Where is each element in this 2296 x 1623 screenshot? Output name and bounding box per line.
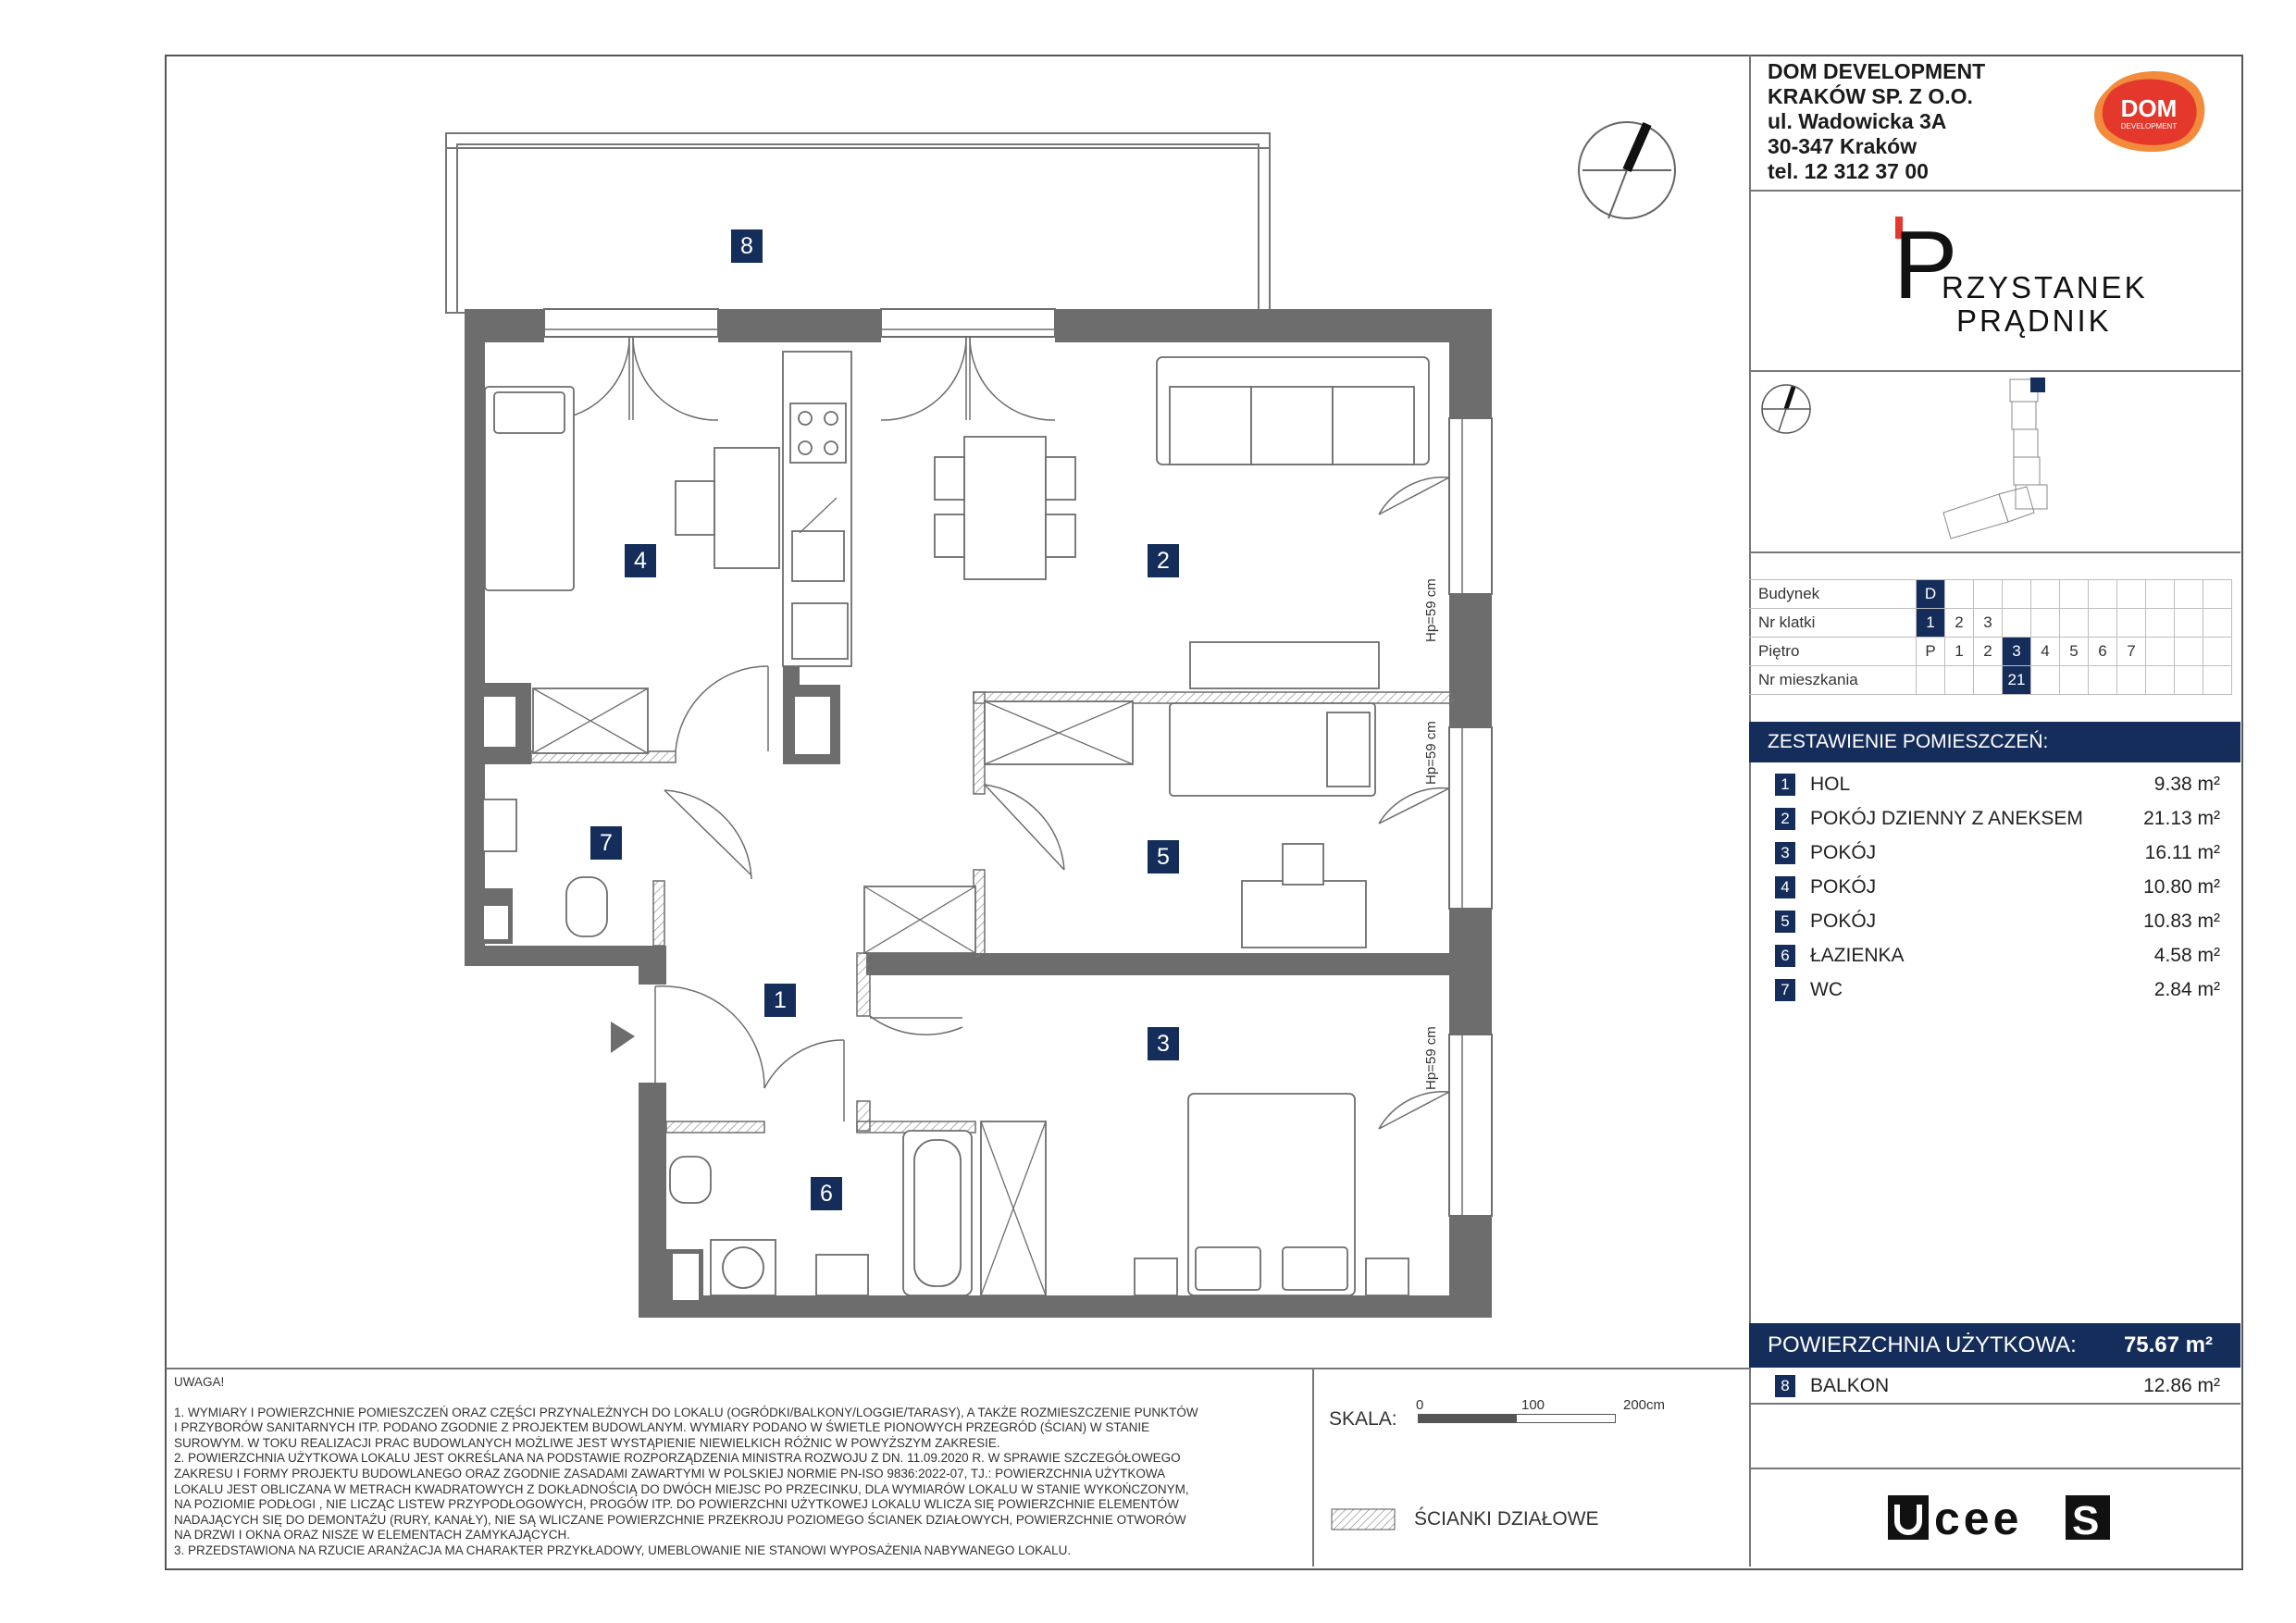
furniture xyxy=(483,352,1429,1295)
dining-table xyxy=(964,437,1046,579)
location-grid-cell xyxy=(2203,609,2232,638)
total-area xyxy=(1749,1323,2240,1368)
room-area: 2.84 m² xyxy=(2153,979,2220,1000)
location-grid-cell xyxy=(2089,580,2117,609)
note-line: 3. PRZEDSTAWIONA NA RZUCIE ARANŻACJA MA CHARAKTER PRZYKŁADOWY, UMEBLOWANIE NIE STANOWI WYPOSAŻENIA NABYWANEGO LOKALU. xyxy=(174,1542,1072,1557)
balcony-area: 12.86 m² xyxy=(2143,1375,2220,1396)
room-tag-5: 5 xyxy=(1148,840,1179,873)
scale-divider xyxy=(1312,1368,1314,1567)
location-grid-cell xyxy=(1974,666,2003,695)
room-name: POKÓJ xyxy=(1810,842,1877,863)
location-grid-cell: D xyxy=(1917,580,1945,609)
room-tag-6: 6 xyxy=(811,1177,842,1210)
room-num: 2 xyxy=(1775,808,1795,830)
project-logo xyxy=(1888,212,2148,342)
notes-title: UWAGA! xyxy=(174,1375,225,1389)
scale-tick-200: 200cm xyxy=(1623,1397,1666,1413)
rooms-header: ZESTAWIENIE POMIESZCZEŃ: xyxy=(1749,722,2240,762)
ceiling-height-label-3: Hp=59 cm xyxy=(1423,1026,1439,1090)
location-grid-cell xyxy=(2003,609,2031,638)
room-row xyxy=(1749,802,2240,836)
company-name-1: DOM DEVELOPMENT xyxy=(1768,59,1986,83)
room-row xyxy=(1749,871,2240,905)
location-grid-cell xyxy=(2175,666,2203,695)
note-line: 1. WYMIARY I POWIERZCHNIE POMIESZCZEŃ ORAZ CZĘŚCI PRZYNALEŻNYCH DO LOKALU (OGRÓDKI/BALKONY/LOGGIE/TARASY), A TAKŻE ROZMIESZCZENIE PUNKTÓW xyxy=(174,1405,1198,1419)
room-area: 10.80 m² xyxy=(2143,876,2220,898)
location-grid-cell: 3 xyxy=(2003,638,2031,666)
company-phone: tel. 12 312 37 00 xyxy=(1768,159,1929,183)
right-sep-1 xyxy=(1749,190,2240,192)
location-grid-cell: 6 xyxy=(2089,638,2117,666)
dom-development-logo xyxy=(2090,70,2208,152)
scale-tick-100: 100 xyxy=(1521,1397,1545,1413)
note-line: ZAKRESU I FORMY PROJEKTU BUDOWLANEGO ORAZ ZGODNIE ZASADAMI ZAWARTYMI W POLSKIEJ NORMIE PN-ISO 9836:2022-07, TJ.: POWIERZCHNIA UŻYTKOWA xyxy=(174,1466,1166,1481)
location-grid-cell: 3 xyxy=(1974,609,2003,638)
company-street: ul. Wadowicka 3A xyxy=(1768,109,1947,133)
room-area: 4.58 m² xyxy=(2153,945,2220,966)
svg-text:S: S xyxy=(2072,1498,2100,1543)
room-area: 16.11 m² xyxy=(2144,842,2220,863)
desk-room4 xyxy=(714,448,779,568)
location-grid-cell xyxy=(2175,609,2203,638)
location-grid-cell xyxy=(2175,580,2203,609)
balcony-name: BALKON xyxy=(1810,1375,1890,1396)
room-name: ŁAZIENKA xyxy=(1810,945,1905,966)
location-grid-cell xyxy=(2089,666,2117,695)
toilet-wc xyxy=(566,877,607,936)
room-name: POKÓJ xyxy=(1810,911,1877,932)
location-grid-cell: 21 xyxy=(2003,666,2031,695)
room-num: 4 xyxy=(1775,876,1795,898)
location-grid-label: Nr mieszkania xyxy=(1749,666,1917,695)
ceiling-height-label-2: Hp=59 cm xyxy=(1423,721,1439,785)
room-row xyxy=(1749,836,2240,871)
location-grid-cell xyxy=(2060,609,2089,638)
location-grid-cell: 2 xyxy=(1974,638,2003,666)
note-line: 2. POWIERZCHNIA UŻYTKOWA LOKALU JEST OKREŚLANA NA PODSTAWIE ROZPORZĄDZENIA MINISTRA ROZWOJU Z DN. 11.09.2020 R. W SPRAWIE SZCZEGÓŁOWEGO xyxy=(174,1451,1181,1466)
project-logo-line2: PRĄDNIK xyxy=(1956,304,2112,338)
site-plan-thumbnail xyxy=(1934,374,2101,546)
location-grid-cell xyxy=(2146,609,2175,638)
total-area-label: POWIERZCHNIA UŻYTKOWA: xyxy=(1768,1332,2077,1357)
entrance-arrow-icon xyxy=(611,1022,635,1053)
room-area: 9.38 m² xyxy=(2153,774,2220,795)
location-grid-cell xyxy=(2146,638,2175,666)
location-grid-cell xyxy=(2060,666,2089,695)
notes xyxy=(174,1375,1285,1559)
location-grid xyxy=(1749,579,2232,695)
sink-wc xyxy=(483,799,516,851)
location-grid-cell: 4 xyxy=(2031,638,2060,666)
location-grid-cell xyxy=(2146,666,2175,695)
room-num: 3 xyxy=(1775,842,1795,864)
legend-label: ŚCIANKI DZIAŁOWE xyxy=(1414,1508,1599,1530)
compass-icon xyxy=(1579,122,1675,218)
location-grid-cell xyxy=(2146,580,2175,609)
room-tag-8: 8 xyxy=(731,229,763,263)
location-grid-label: Piętro xyxy=(1749,638,1917,666)
room-tag-7: 7 xyxy=(590,826,622,860)
scale-tick-0: 0 xyxy=(1416,1397,1424,1413)
location-grid-cell xyxy=(2031,580,2060,609)
site-compass-icon xyxy=(1758,381,1814,437)
location-grid-cell xyxy=(2089,609,2117,638)
desk-room5 xyxy=(1242,881,1366,948)
total-area-value: 75.67 m² xyxy=(2123,1332,2213,1357)
room-area: 21.13 m² xyxy=(2143,808,2220,829)
note-line: I PRZYBORÓW SANITARNYCH ITP. PODANO ZGODNIE Z PROJEKTEM BUDOWLANYM. WYMIARY PODANO W ŚWIETLE PIONOWYCH PRZEGRÓD (ŚCIAN) W STANIE xyxy=(174,1420,1150,1435)
location-grid-row xyxy=(1749,638,2232,666)
location-grid-cell xyxy=(1945,666,1974,695)
project-logo-initial: P xyxy=(1893,212,1958,319)
location-grid-cell: 1 xyxy=(1917,609,1945,638)
room-row xyxy=(1749,939,2240,973)
scale-label: SKALA: xyxy=(1329,1408,1397,1430)
location-grid-cell xyxy=(2203,666,2232,695)
location-grid-cell xyxy=(1974,580,2003,609)
balcony-row xyxy=(1749,1369,2240,1404)
partition-wall-swatch xyxy=(1331,1508,1396,1530)
location-grid-cell: P xyxy=(1917,638,1945,666)
location-grid-label: Budynek xyxy=(1749,580,1917,609)
location-grid-cell xyxy=(2060,580,2089,609)
balcony-outline xyxy=(446,133,1270,313)
note-line: SUROWYM. W TOKU REALIZACJI PRAC BUDOWLANYCH MOŻLIWE JEST WYSTĄPIENIE NIEWIELKICH RÓŻNIC W POWYŻSZYM ZAKRESIE. xyxy=(174,1435,1000,1450)
room-tag-2: 2 xyxy=(1148,544,1179,577)
ucees-logo xyxy=(1886,1492,2114,1543)
location-grid-cell xyxy=(2203,638,2232,666)
location-grid-cell xyxy=(2175,638,2203,666)
company-info xyxy=(1768,59,1985,184)
toilet-bath xyxy=(670,1157,711,1203)
room-name: HOL xyxy=(1810,774,1851,795)
room-num: 1 xyxy=(1775,774,1795,796)
location-grid-cell: 5 xyxy=(2060,638,2089,666)
room-row xyxy=(1749,768,2240,802)
location-grid-cell xyxy=(2117,666,2146,695)
project-logo-line1: RZYSTANEK xyxy=(1942,270,2148,304)
location-grid-cell xyxy=(2117,580,2146,609)
room-area: 10.83 m² xyxy=(2143,911,2220,932)
company-name-2: KRAKÓW SP. Z O.O. xyxy=(1768,84,1973,108)
room-row xyxy=(1749,905,2240,939)
location-grid-cell xyxy=(2031,609,2060,638)
location-grid-cell xyxy=(1917,666,1945,695)
location-grid-row xyxy=(1749,580,2232,609)
note-line: NA DRZWI I OKNA ORAZ NISZE W ELEMENTACH ZAMYKAJĄCYCH. xyxy=(174,1528,571,1542)
sink-bath xyxy=(816,1255,868,1295)
room-tag-1: 1 xyxy=(764,984,796,1017)
right-sep-3 xyxy=(1749,551,2240,553)
location-grid-cell xyxy=(1945,580,1974,609)
room-num: 5 xyxy=(1775,911,1795,933)
room-name: POKÓJ DZIENNY Z ANEKSEM xyxy=(1810,808,2083,829)
right-sep-5 xyxy=(1749,1468,2240,1469)
location-grid-cell xyxy=(2117,609,2146,638)
location-grid-cell: 1 xyxy=(1945,638,1974,666)
svg-text:cee: cee xyxy=(1934,1493,2023,1544)
notes-divider xyxy=(166,1368,1750,1369)
room-tag-4: 4 xyxy=(625,544,656,577)
note-line: NA POZIOMIE PODŁOGI , NIE LICZĄC LISTEW PRZYPODŁOGOWYCH, PROGÓW ITP. DO POWIERZCHNI UŻYTKOWEJ LOKALU WLICZA SIĘ POWIERZCHNIE ELEMENTÓW xyxy=(174,1497,1179,1512)
dom-logo-text: DOM xyxy=(2120,94,2178,122)
ceiling-height-label-1: Hp=59 cm xyxy=(1423,578,1439,642)
location-grid-cell xyxy=(2203,580,2232,609)
location-grid-label: Nr klatki xyxy=(1749,609,1917,638)
company-city: 30-347 Kraków xyxy=(1768,134,1917,158)
room-name: WC xyxy=(1810,979,1843,1000)
dom-logo-subtext: DEVELOPMENT xyxy=(2120,122,2178,130)
location-grid-cell xyxy=(2031,666,2060,695)
location-grid-cell: 7 xyxy=(2117,638,2146,666)
location-grid-cell: 2 xyxy=(1945,609,1974,638)
location-grid-row xyxy=(1749,609,2232,638)
tv-stand xyxy=(1190,642,1379,688)
room-tag-3: 3 xyxy=(1148,1027,1179,1060)
location-grid-cell xyxy=(2003,580,2031,609)
location-grid-row xyxy=(1749,666,2232,695)
room-row xyxy=(1749,973,2240,1008)
room-name: POKÓJ xyxy=(1810,876,1877,898)
room-num: 7 xyxy=(1775,979,1795,1001)
balcony-num: 8 xyxy=(1775,1375,1795,1397)
room-num: 6 xyxy=(1775,945,1795,967)
note-line: LOKALU JEST OBLICZANA W METRACH KWADRATOWYCH Z DOKŁADNOŚCIĄ DO DWÓCH MIEJSC PO PRZECINKU, DLA WYMIARÓW LOKALU W STANIE WYKOŃCZONYM, xyxy=(174,1481,1189,1496)
note-line: NADAJĄCYCH SIĘ DO DEMONTAŻU (RURY, KANAŁY), NIE SĄ WLICZANE POWIERZCHNIE PRZEKROJU POZIOMEGO ŚCIANEK DZIAŁOWYCH, POWIERZCHNIE OTWORÓW xyxy=(174,1512,1186,1527)
right-sep-2 xyxy=(1749,370,2240,372)
